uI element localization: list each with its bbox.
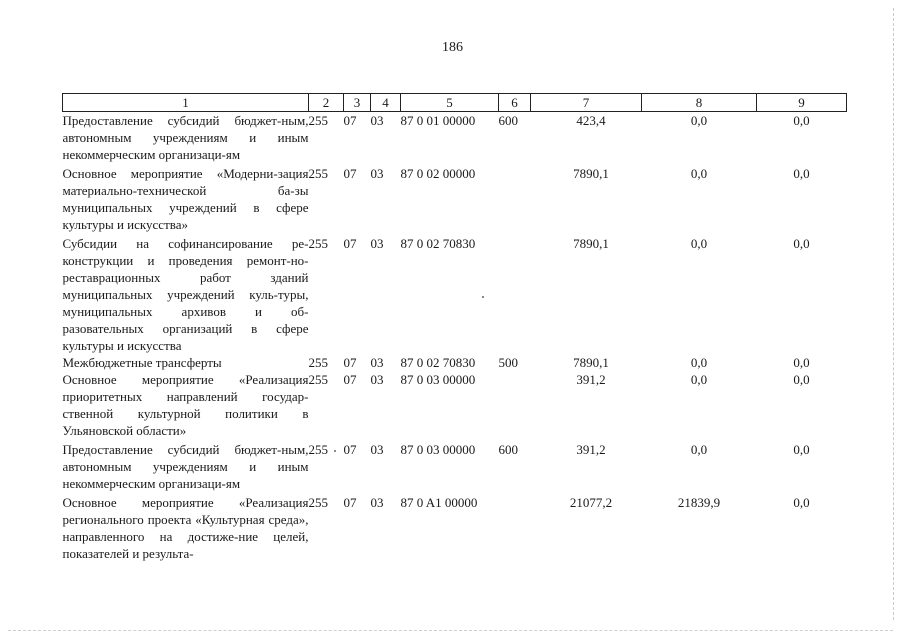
budget-table bbox=[62, 93, 847, 562]
row-code-section: 07 bbox=[343, 166, 357, 181]
header-col-8: 8 bbox=[642, 94, 757, 112]
row-amount-year1: 391,2 bbox=[576, 372, 606, 387]
row-amount-year1: 7890,1 bbox=[573, 355, 609, 370]
row-target-article: 87 0 02 70830 bbox=[400, 355, 476, 370]
header-col-9: 9 bbox=[757, 94, 847, 112]
row-code-subsection: 03 bbox=[370, 236, 384, 251]
row-code-ministry: 255 bbox=[308, 236, 328, 251]
row-amount-year2: 0,0 bbox=[690, 236, 708, 251]
table-row bbox=[63, 492, 847, 562]
table-row bbox=[63, 233, 847, 354]
row-code-subsection: 03 bbox=[370, 166, 384, 181]
row-code-subsection: 03 bbox=[370, 113, 384, 128]
page-number: 186 bbox=[442, 40, 463, 55]
row-expense-type: 600 bbox=[498, 442, 518, 457]
row-code-section: 07 bbox=[343, 355, 357, 370]
row-amount-year2: 0,0 bbox=[690, 442, 708, 457]
row-name: Предоставление субсидий бюджет-ным, автономным учреждениям и иным некоммерческим организаци-ям bbox=[62, 442, 309, 491]
header-col-2: 2 bbox=[309, 94, 344, 112]
row-code-ministry: 255 bbox=[308, 113, 328, 128]
row-amount-year3: 0,0 bbox=[793, 372, 810, 387]
row-code-ministry: 255 bbox=[308, 166, 328, 181]
header-col-7: 7 bbox=[531, 94, 642, 112]
row-name: Предоставление субсидий бюджет-ным, автономным учреждениям и иным некоммерческим организаци-ям bbox=[62, 113, 309, 162]
row-expense-type bbox=[499, 371, 531, 439]
row-target-article: 87 0 A1 00000 bbox=[400, 495, 478, 510]
row-target-article: 87 0 02 70830 bbox=[400, 236, 476, 251]
row-code-section: 07 bbox=[343, 372, 357, 387]
row-code-ministry: 255 bbox=[308, 355, 328, 370]
row-code-ministry: 255 bbox=[308, 442, 328, 457]
row-name: Основное мероприятие «Модерни-зация материально-технической ба-зы муниципальных учреждений в сфере культуры и искусства» bbox=[62, 166, 309, 232]
row-code-subsection: 03 bbox=[370, 442, 384, 457]
row-code-subsection: 03 bbox=[370, 355, 384, 370]
header-col-3: 3 bbox=[344, 94, 371, 112]
row-amount-year1: 391,2 bbox=[576, 442, 606, 457]
scan-speck bbox=[334, 450, 336, 452]
header-col-5: 5 bbox=[401, 94, 499, 112]
row-amount-year3: 0,0 bbox=[793, 236, 810, 251]
table-row bbox=[63, 112, 847, 164]
row-target-article: 87 0 02 00000 bbox=[400, 166, 476, 181]
row-amount-year2: 0,0 bbox=[690, 166, 708, 181]
row-code-subsection: 03 bbox=[370, 372, 384, 387]
row-amount-year1: 423,4 bbox=[576, 113, 606, 128]
row-amount-year1: 7890,1 bbox=[573, 166, 609, 181]
row-code-section: 07 bbox=[343, 495, 357, 510]
row-amount-year2: 0,0 bbox=[690, 113, 708, 128]
row-amount-year3: 0,0 bbox=[793, 495, 810, 510]
row-expense-type bbox=[499, 233, 531, 354]
row-amount-year3: 0,0 bbox=[793, 113, 810, 128]
row-expense-type: 600 bbox=[498, 113, 518, 128]
row-expense-type bbox=[499, 163, 531, 233]
row-target-article: 87 0 03 00000 bbox=[400, 442, 476, 457]
table-row bbox=[63, 371, 847, 439]
row-amount-year2: 0,0 bbox=[690, 372, 708, 387]
row-code-section: 07 bbox=[343, 442, 357, 457]
table-row bbox=[63, 354, 847, 371]
table-row bbox=[63, 439, 847, 492]
row-name: Субсидии на софинансирование ре-конструкции и проведения ремонт-но-реставрационных работ зданий муниципальных учреждений куль-туры, муниципальных архивов и об-разовательных организаций в сфере культуры и искусства bbox=[62, 236, 309, 353]
row-expense-type: 500 bbox=[498, 355, 518, 370]
row-code-ministry: 255 bbox=[308, 495, 328, 510]
row-target-article: 87 0 01 00000 bbox=[400, 113, 476, 128]
page-edge-right bbox=[893, 8, 894, 620]
row-name: Межбюджетные трансферты bbox=[62, 355, 222, 370]
header-col-4: 4 bbox=[371, 94, 401, 112]
row-amount-year1: 7890,1 bbox=[573, 236, 609, 251]
header-col-1: 1 bbox=[63, 94, 309, 112]
row-name: Основное мероприятие «Реализация приоритетных направлений государ-ственной культурной политики в Ульяновской области» bbox=[62, 372, 309, 438]
row-amount-year2: 21839,9 bbox=[677, 495, 721, 510]
page-edge-bottom bbox=[8, 630, 893, 631]
scan-speck bbox=[482, 296, 484, 298]
row-amount-year2: 0,0 bbox=[690, 355, 708, 370]
row-amount-year3: 0,0 bbox=[793, 166, 810, 181]
row-target-article: 87 0 03 00000 bbox=[400, 372, 476, 387]
row-code-subsection: 03 bbox=[370, 495, 384, 510]
row-code-section: 07 bbox=[343, 236, 357, 251]
row-expense-type bbox=[499, 492, 531, 562]
row-code-ministry: 255 bbox=[308, 372, 328, 387]
row-amount-year3: 0,0 bbox=[793, 442, 810, 457]
row-name: Основное мероприятие «Реализация регионального проекта «Культурная среда», направленного на достиже-ние целей, показателей и результа- bbox=[62, 495, 309, 561]
row-amount-year3: 0,0 bbox=[793, 355, 810, 370]
row-code-section: 07 bbox=[343, 113, 357, 128]
table-row bbox=[63, 163, 847, 233]
header-col-6: 6 bbox=[499, 94, 531, 112]
row-amount-year1: 21077,2 bbox=[569, 495, 613, 510]
table-header-row bbox=[63, 94, 847, 112]
